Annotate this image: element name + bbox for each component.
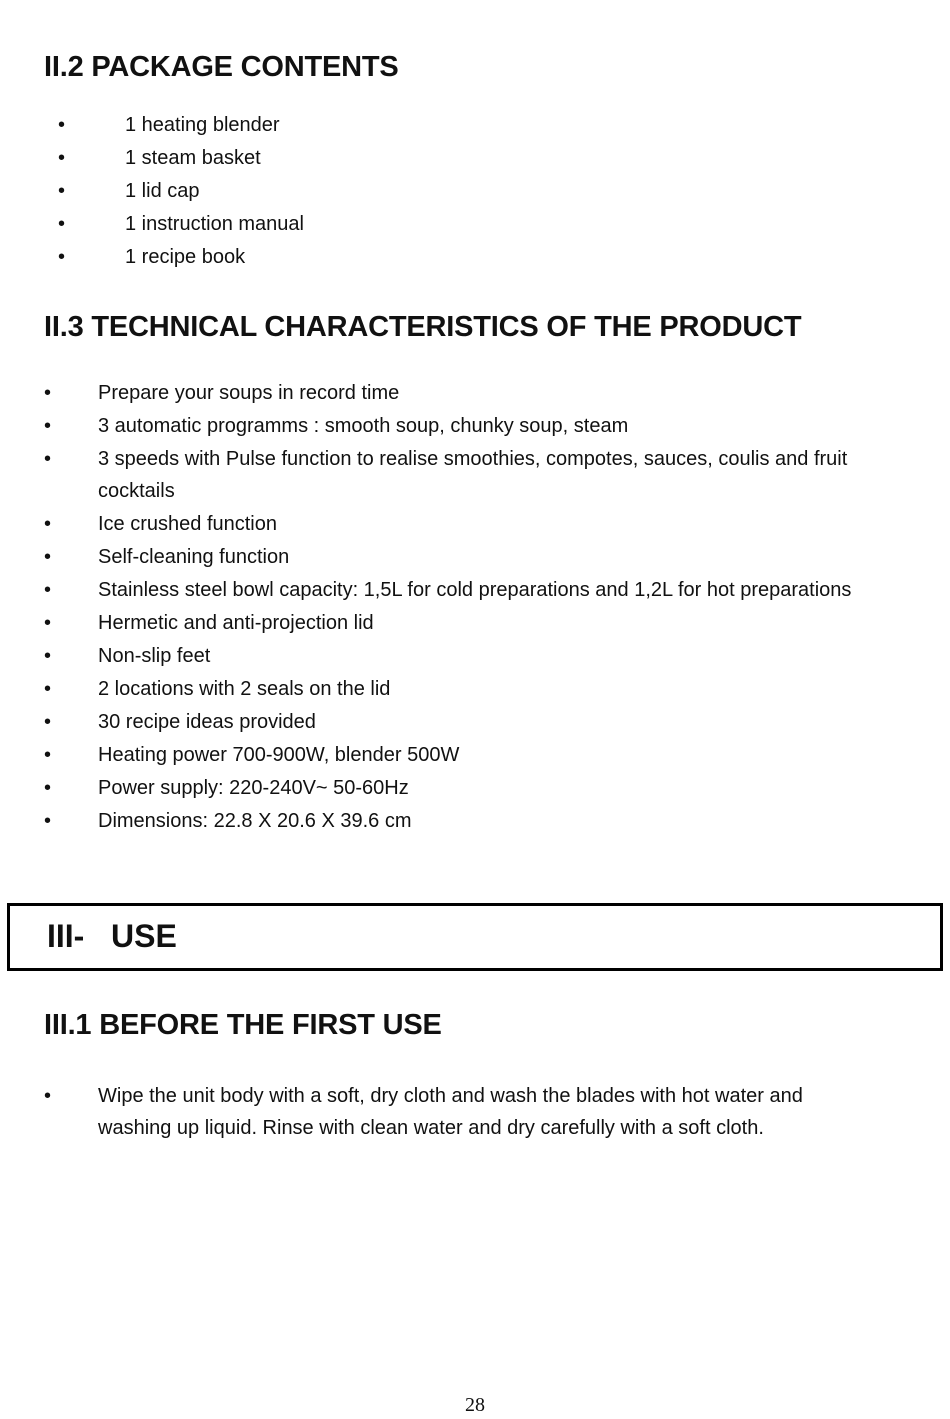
list-item (0, 739, 860, 772)
list-item-text: 1 heating blender (125, 114, 280, 136)
list-item-text: 3 automatic programms : smooth soup, chunky soup, steam (98, 415, 629, 437)
bullet-icon: • (58, 213, 66, 235)
bullet-icon: • (44, 448, 52, 470)
list-item (0, 1080, 860, 1144)
list-item-text: Power supply: 220-240V~ 50-60Hz (98, 776, 409, 799)
before-first-use-list (0, 1080, 860, 1144)
list-item (0, 574, 860, 607)
bullet-icon: • (44, 415, 52, 437)
bullet-icon: • (58, 114, 66, 136)
list-item (0, 541, 860, 574)
section-title-technical-characteristics: II.3 TECHNICAL CHARACTERISTICS OF THE PRODUCT (44, 311, 802, 343)
bullet-icon: • (44, 644, 52, 667)
technical-characteristics-list (0, 377, 860, 838)
list-item (0, 640, 860, 673)
list-item (0, 706, 860, 739)
list-item (0, 377, 860, 410)
bullet-icon: • (58, 246, 66, 268)
list-item-text: 1 recipe book (125, 246, 246, 268)
bullet-icon: • (58, 180, 66, 202)
list-item-text: Stainless steel bowl capacity: 1,5L for cold preparations and 1,2L for hot preparations (98, 578, 852, 601)
bullet-icon: • (44, 382, 52, 404)
list-item (0, 175, 304, 208)
list-item-text: 1 steam basket (125, 147, 261, 169)
list-item-text: 30 recipe ideas provided (98, 710, 316, 733)
bullet-icon: • (44, 512, 52, 535)
list-item-text: Prepare your soups in record time (98, 382, 400, 404)
list-item-text: 1 lid cap (125, 180, 200, 202)
list-item (0, 673, 860, 706)
list-item (0, 607, 860, 640)
list-item-text: Heating power 700-900W, blender 500W (98, 743, 460, 766)
list-item (0, 772, 860, 805)
package-contents-list (0, 109, 304, 274)
bullet-icon: • (44, 677, 52, 700)
bullet-icon: • (44, 545, 52, 568)
list-item-text: Non-slip feet (98, 644, 211, 667)
list-item-text: Self-cleaning function (98, 545, 290, 568)
list-item (0, 241, 304, 274)
bullet-icon: • (44, 743, 52, 766)
section-banner-use (7, 903, 943, 971)
list-item-text: 1 instruction manual (125, 213, 304, 235)
list-item-text: Wipe the unit body with a soft, dry cloth and wash the blades with hot water and washing up liquid. Rinse with clean water and dry carefully with a soft cloth. (98, 1085, 803, 1139)
list-item (0, 109, 304, 142)
list-item (0, 508, 860, 541)
list-item-text: Dimensions: 22.8 X 20.6 X 39.6 cm (98, 809, 412, 832)
list-item (0, 410, 860, 443)
section-title-use: III- USE (47, 918, 177, 954)
list-item-text: Ice crushed function (98, 512, 277, 535)
list-item-text: 2 locations with 2 seals on the lid (98, 677, 391, 700)
bullet-icon: • (44, 710, 52, 733)
bullet-icon: • (44, 776, 52, 799)
list-item (0, 208, 304, 241)
list-item-text: 3 speeds with Pulse function to realise smoothies, compotes, sauces, coulis and fruit cocktails (98, 448, 848, 502)
bullet-icon: • (44, 578, 52, 601)
page-number: 28 (465, 1394, 485, 1416)
list-item (0, 443, 860, 508)
bullet-icon: • (44, 809, 52, 832)
list-item (0, 805, 860, 838)
bullet-icon: • (58, 147, 66, 169)
list-item-text: Hermetic and anti-projection lid (98, 611, 374, 634)
list-item (0, 142, 304, 175)
section-title-before-first-use: III.1 BEFORE THE FIRST USE (44, 1009, 442, 1041)
bullet-icon: • (44, 611, 52, 634)
section-title-package-contents: II.2 PACKAGE CONTENTS (44, 51, 399, 83)
bullet-icon: • (44, 1085, 52, 1107)
